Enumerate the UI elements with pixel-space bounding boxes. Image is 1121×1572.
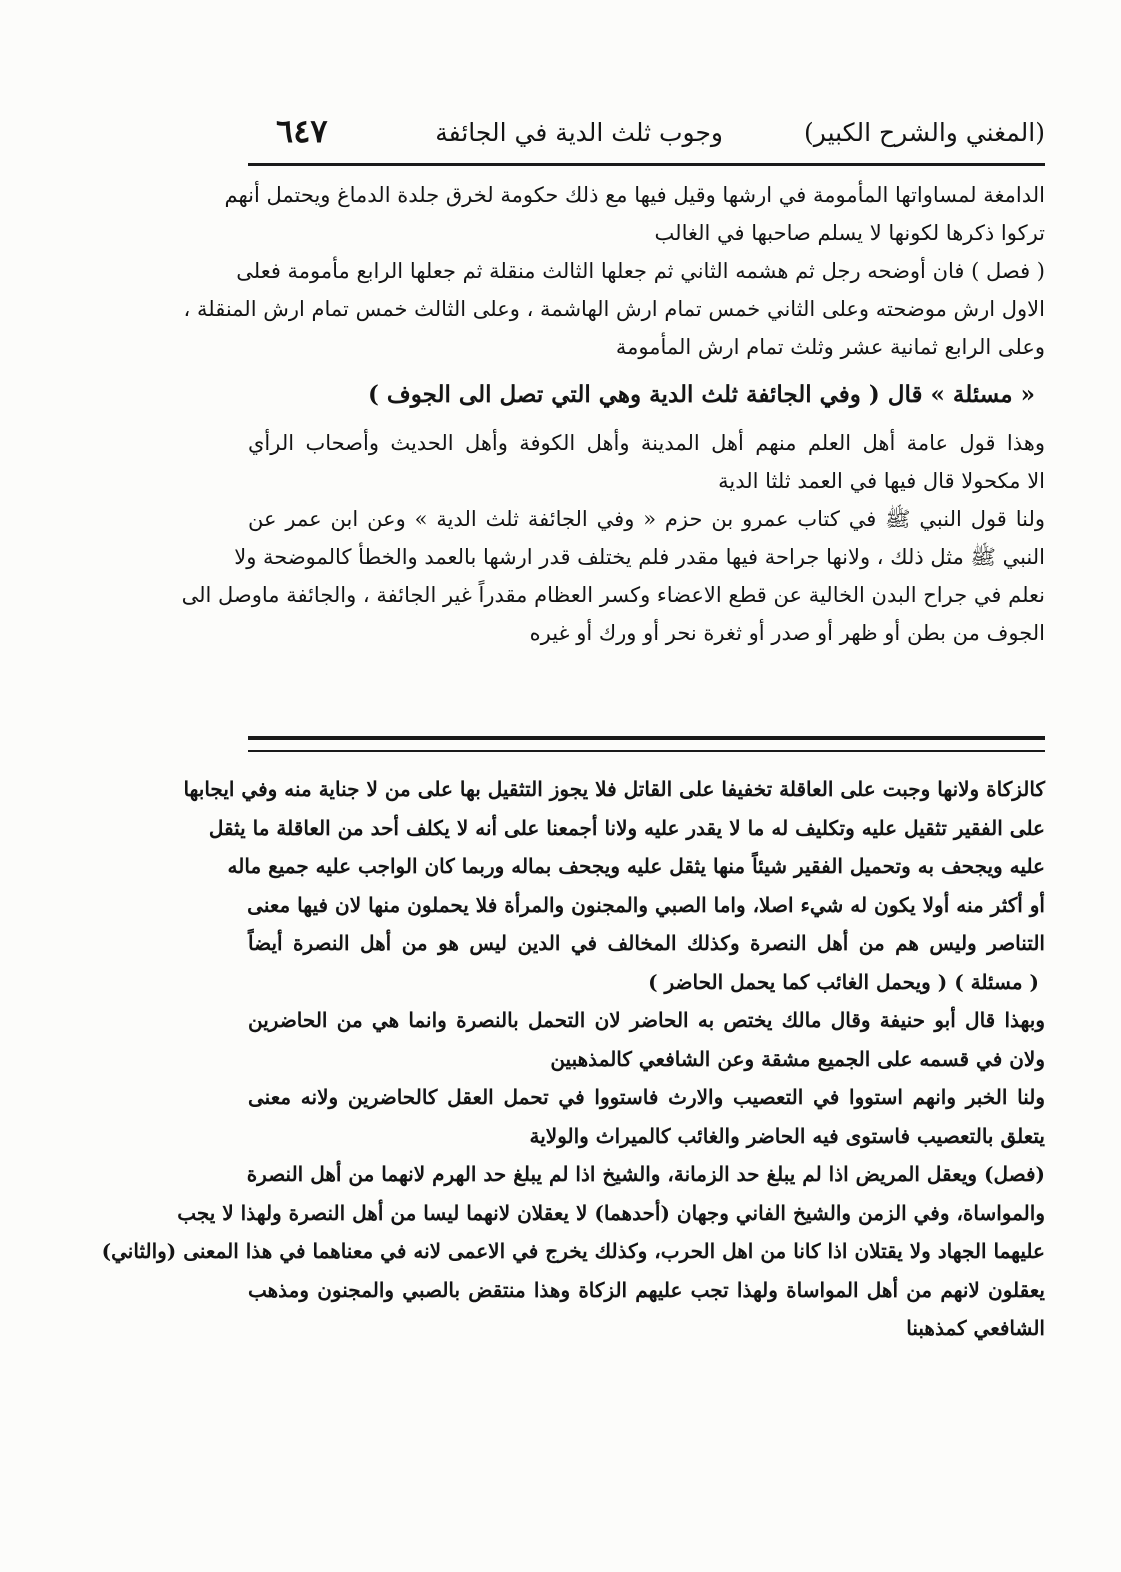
text-line: تركوا ذكرها لكونها لا يسلم صاحبها في الغالب — [654, 221, 1045, 245]
text-line: نعلم في جراح البدن الخالية عن قطع الاعضاء وكسر العظام مقدراً غير الجائفة ، والجائفة ماوصل الى — [181, 583, 1045, 607]
issue-heading: ( مسئلة ) ( ويحمل الغائب كما يحمل الحاضر ) — [648, 969, 1039, 994]
text-line: على الفقير تثقيل عليه وتكليف له ما لا يقدر عليه ولانا أجمعنا على أنه لا يكلف أحد من العاقلة ما يثقل — [208, 815, 1045, 840]
text-line: الا مكحولا قال فيها في العمد ثلثا الدية — [718, 469, 1045, 493]
section-divider — [248, 736, 1045, 752]
main-text — [181, 176, 1045, 652]
text-line: يتعلق بالتعصيب فاستوى فيه الحاضر والغائب كالميراث والولاية — [529, 1123, 1045, 1148]
text-line: وهذا قول عامة أهل العلم منهم أهل المدينة وأهل الكوفة وأهل الحديث وأصحاب الرأي — [248, 431, 1045, 455]
text-line: يعقلون لانهم من أهل المواساة ولهذا تجب عليهم الزكاة وهذا منتقض بالصبي والمجنون ومذهب — [248, 1277, 1045, 1302]
text-line: الشافعي كمذهبنا — [906, 1316, 1045, 1340]
text-line: الجوف من بطن أو ظهر أو صدر أو ثغرة نحر أو ورك أو غيره — [529, 621, 1045, 645]
text-line: التناصر وليس هم من أهل النصرة وكذلك المخالف في الدين ليس هو من أهل النصرة أيضاً — [248, 931, 1045, 955]
text-line: ( فصل ) فان أوضحه رجل ثم هشمه الثاني ثم جعلها الثالث منقلة ثم جعلها الرابع مأمومة فعلى — [236, 259, 1045, 283]
text-line: كالزكاة ولانها وجبت على العاقلة تخفيفا على القاتل فلا يجوز التثقيل بها على من لا جناية منه وفي ايجابها — [183, 777, 1045, 801]
section-title: وجوب ثلث الدية في الجائفة — [435, 118, 723, 147]
text-line: ولنا قول النبي ﷺ في كتاب عمرو بن حزم « وفي الجائفة ثلث الدية » وعن ابن عمر عن — [248, 507, 1045, 531]
header-rule — [248, 163, 1045, 166]
text-line: أو أكثر منه أولا يكون له شيء اصلا، واما الصبي والمجنون والمرأة فلا يحملون منها لان فيها معنى — [247, 892, 1045, 917]
running-header — [248, 112, 1045, 160]
text-line: عليه ويجحف به وتحميل الفقير شيئاً منها يثقل عليه ويجحف بماله وربما كان الواجب عليه جميع ماله — [227, 854, 1045, 878]
text-line: (فصل) ويعقل المريض اذا لم يبلغ حد الزمانة، والشيخ اذا لم يبلغ حد الهرم لانهما من أهل النصرة — [246, 1162, 1045, 1186]
issue-heading: « مسئلة » قال ( وفي الجائفة ثلث الدية وهي التي تصل الى الجوف ) — [368, 381, 1035, 408]
page-number: ٦٤٧ — [276, 112, 328, 150]
commentary-text — [101, 770, 1045, 1348]
text-line: عليهما الجهاد ولا يقتلان اذا كانا من اهل الحرب، وكذلك يخرج في الاعمى لانه في معناهما في هذا المعنى (والثاني) — [101, 1239, 1045, 1263]
text-line: الاول ارش موضحته وعلى الثاني خمس تمام ارش الهاشمة ، وعلى الثالث خمس تمام ارش المنقلة ، — [183, 297, 1045, 321]
book-title: (المغني والشرح الكبير) — [804, 118, 1045, 147]
text-line: ولنا الخبر وانهم استووا في التعصيب والارث فاستووا في تحمل العقل كالحاضرين ولانه معنى — [248, 1085, 1045, 1109]
text-line: وبهذا قال أبو حنيفة وقال مالك يختص به الحاضر لان التحمل بالنصرة وانما هي من الحاضرين — [248, 1008, 1045, 1032]
text-line: الدامغة لمساواتها المأمومة في ارشها وقيل فيها مع ذلك حكومة لخرق جلدة الدماغ ويحتمل أنهم — [224, 183, 1045, 207]
text-line: ولان في قسمه على الجميع مشقة وعن الشافعي كالمذهبين — [550, 1046, 1045, 1071]
text-line: النبي ﷺ مثل ذلك ، ولانها جراحة فيها مقدر فلم يختلف قدر ارشها بالعمد والخطأ كالموضحة ولا — [234, 545, 1045, 569]
text-line: وعلى الرابع ثمانية عشر وثلث تمام ارش المأمومة — [615, 335, 1045, 359]
text-line: والمواساة، وفي الزمن والشيخ الفاني وجهان (أحدهما) لا يعقلان لانهما ليسا من أهل النصرة ولهذا لا يجب — [177, 1200, 1045, 1225]
